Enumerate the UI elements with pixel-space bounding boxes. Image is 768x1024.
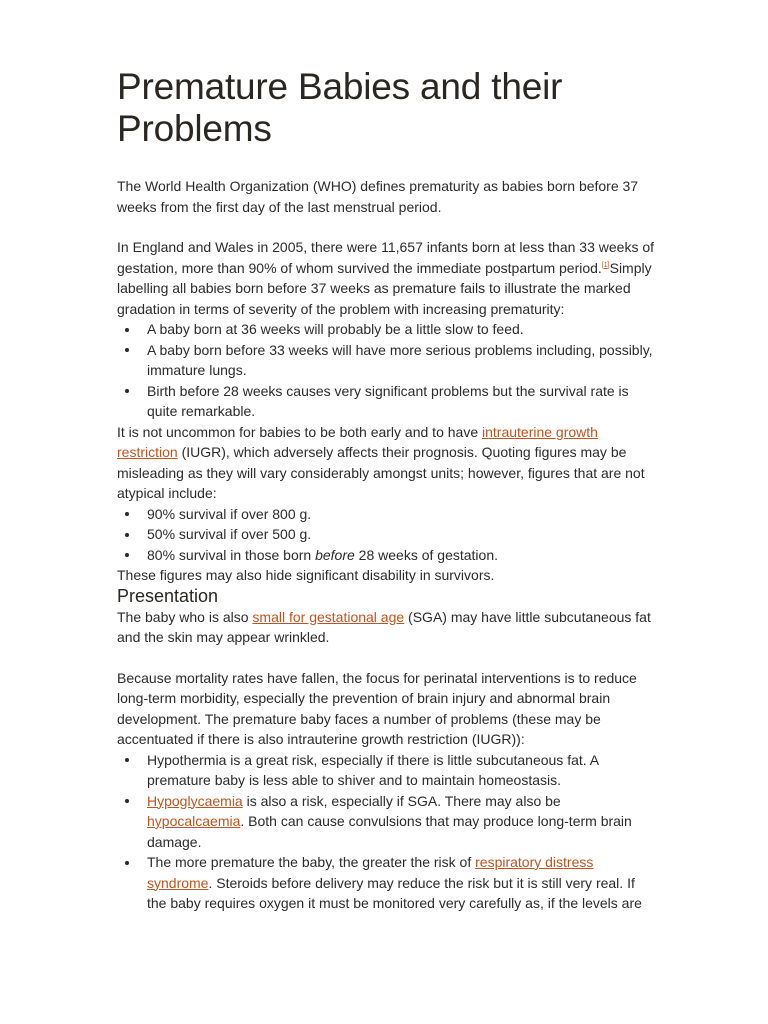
- mortality-paragraph: Because mortality rates have fallen, the focus for perinatal interventions is to reduce long-term morbidity, especially the prevention of brain injury and abnormal brain development. The premature baby faces a number of problems (these may be accentuated if there is also intrauterine growth restriction (IUGR)):: [117, 669, 637, 747]
- survival-emphasis: before: [315, 546, 355, 563]
- iugr-text-after: (IUGR), which adversely affects their prognosis. Quoting figures may be misleading as they will vary considerably amongst units; however, figures that are not atypical include:: [117, 444, 645, 501]
- survival-list: [117, 504, 657, 566]
- presentation-heading: Presentation: [117, 585, 219, 606]
- list-item: Birth before 28 weeks causes very significant problems but the survival rate is quite remarkable.: [117, 381, 657, 422]
- sga-text-after: (SGA) may have little subcutaneous fat and the skin may appear wrinkled.: [117, 608, 651, 645]
- list-item: Hypothermia is a great risk, especially if there is little subcutaneous fat. A premature baby is less able to shiver and to maintain homeostasis.: [117, 750, 657, 791]
- england-wales-paragraph: [117, 237, 657, 319]
- iugr-link[interactable]: intrauterine growth restriction: [117, 423, 598, 460]
- severity-list: [117, 319, 657, 422]
- rds-link[interactable]: respiratory distress syndrome: [147, 854, 594, 891]
- disability-paragraph: These figures may also hide significant disability in survivors.: [117, 567, 495, 583]
- list-item: [117, 545, 657, 566]
- iugr-paragraph: [117, 422, 657, 504]
- list-item: 90% survival if over 800 g.: [117, 504, 657, 525]
- list-item: [117, 791, 657, 853]
- survival-text-after: 28 weeks of gestation.: [354, 546, 498, 563]
- list-item: A baby born at 36 weeks will probably be a little slow to feed.: [117, 319, 657, 340]
- article-body: [117, 66, 657, 914]
- who-definition-paragraph: The World Health Organization (WHO) defines prematurity as babies born before 37 weeks from the first day of the last menstrual period.: [117, 178, 639, 215]
- rds-text-before: The more premature the baby, the greater the risk of: [147, 854, 476, 870]
- hypoglycaemia-text: is also a risk, especially if SGA. There may also be: [242, 792, 561, 809]
- page-title: Premature Babies and their Problems: [117, 66, 563, 149]
- footnote-link[interactable]: [1]: [601, 261, 610, 269]
- hypoglycaemia-link[interactable]: Hypoglycaemia: [147, 792, 243, 809]
- hypocalcaemia-text: . Both can cause convulsions that may produce long-term brain damage.: [147, 813, 632, 850]
- sga-paragraph: [117, 607, 657, 648]
- list-item: A baby born before 33 weeks will have more serious problems including, possibly, immature lungs.: [117, 340, 657, 381]
- labelling-text: Simply labelling all babies born before 37 weeks as premature fails to illustrate the marked gradation in terms of severity of the problem with increasing prematurity:: [117, 259, 652, 317]
- rds-text-after: . Steroids before delivery may reduce the risk but it is still very real. If the baby requires oxygen it must be monitored very carefully as, if the levels are: [147, 874, 642, 911]
- problems-list: [117, 750, 657, 914]
- survival-text-before: 80% survival in those born: [147, 546, 316, 563]
- hypocalcaemia-link[interactable]: hypocalcaemia: [147, 813, 241, 829]
- paragraph-gap: [117, 648, 657, 668]
- iugr-text-before: It is not uncommon for babies to be both early and to have: [117, 423, 482, 440]
- england-wales-text: In England and Wales in 2005, there were 11,657 infants born at less than 33 weeks of gestation, more than 90% of whom survived the immediate postpartum period.: [117, 239, 655, 276]
- sga-text-before: The baby who is also: [117, 608, 253, 625]
- sga-link[interactable]: small for gestational age: [252, 608, 405, 625]
- list-item: 50% survival if over 500 g.: [117, 524, 657, 545]
- list-item: [117, 852, 657, 914]
- paragraph-gap: [117, 217, 657, 237]
